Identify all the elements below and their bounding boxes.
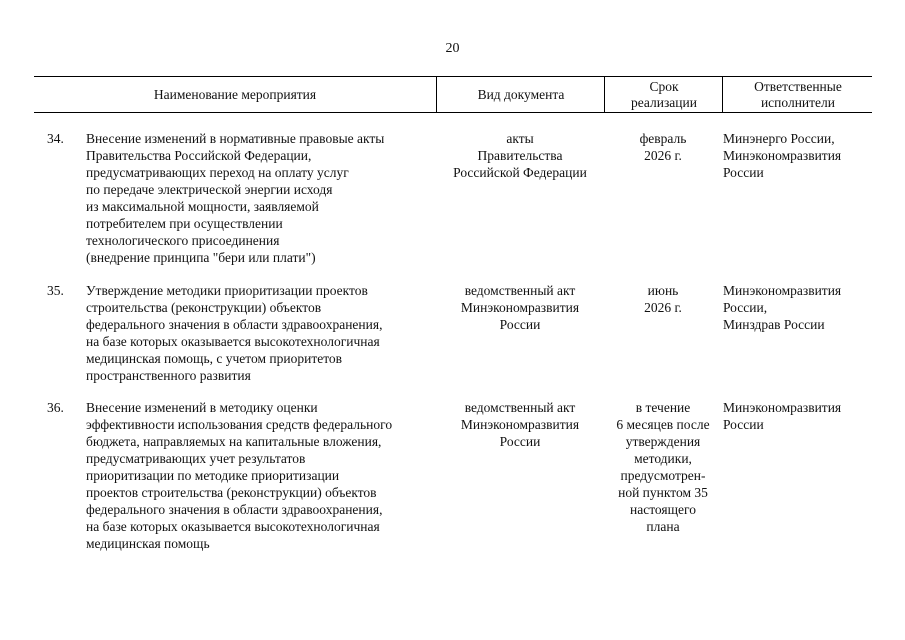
measures-table <box>34 76 872 551</box>
row-number: 36. <box>47 400 64 415</box>
document-type: ведомственный акт Минэкономразвития России <box>460 400 580 449</box>
document-type: ведомственный акт Минэкономразвития России <box>460 283 580 332</box>
responsible-executors: Минэкономразвития России <box>723 400 842 432</box>
header-term: Срок реализации <box>604 77 723 112</box>
measure-name: Внесение изменений в методику оценки эффективности использования средств федерального бюджета, направляемых на капитальные вложения, предусматривающих учет результатов приоритизации по методике приоритизации проектов строительства (реконструкции) объектов федерального значения в области здравоохранения, на базе которых оказывается высокотехнологичная медицинская помощь <box>86 400 393 551</box>
header-responsible: Ответственные исполнители <box>722 77 873 112</box>
table-header <box>34 76 872 113</box>
row-number: 35. <box>47 283 64 298</box>
deadline: февраль 2026 г. <box>639 131 687 163</box>
header-doc-type: Вид документа <box>436 77 605 112</box>
responsible-executors: Минэкономразвития России, Минздрав России <box>723 283 842 332</box>
row-number: 34. <box>47 131 64 146</box>
page-number: 20 <box>445 41 460 56</box>
document-type: акты Правительства Российской Федерации <box>453 131 587 180</box>
measure-name: Утверждение методики приоритизации проектов строительства (реконструкции) объектов федерального значения в области здравоохранения, на базе которых оказывается высокотехнологичная медицинская помощь, с учетом приоритетов пространственного развития <box>86 283 383 383</box>
deadline: в течение 6 месяцев после утверждения методики, предусмотрен- ной пунктом 35 настоящего плана <box>616 400 710 534</box>
deadline: июнь 2026 г. <box>644 283 682 315</box>
measure-name: Внесение изменений в нормативные правовые акты Правительства Российской Федерации, предусматривающих переход на оплату услуг по передаче электрической энергии исходя из максимальной мощности, заявляемой потребителем при осуществлении технологического присоединения (внедрение принципа "бери или плати") <box>86 131 385 265</box>
header-name: Наименование мероприятия <box>153 86 317 102</box>
responsible-executors: Минэнерго России, Минэкономразвития России <box>723 131 842 180</box>
